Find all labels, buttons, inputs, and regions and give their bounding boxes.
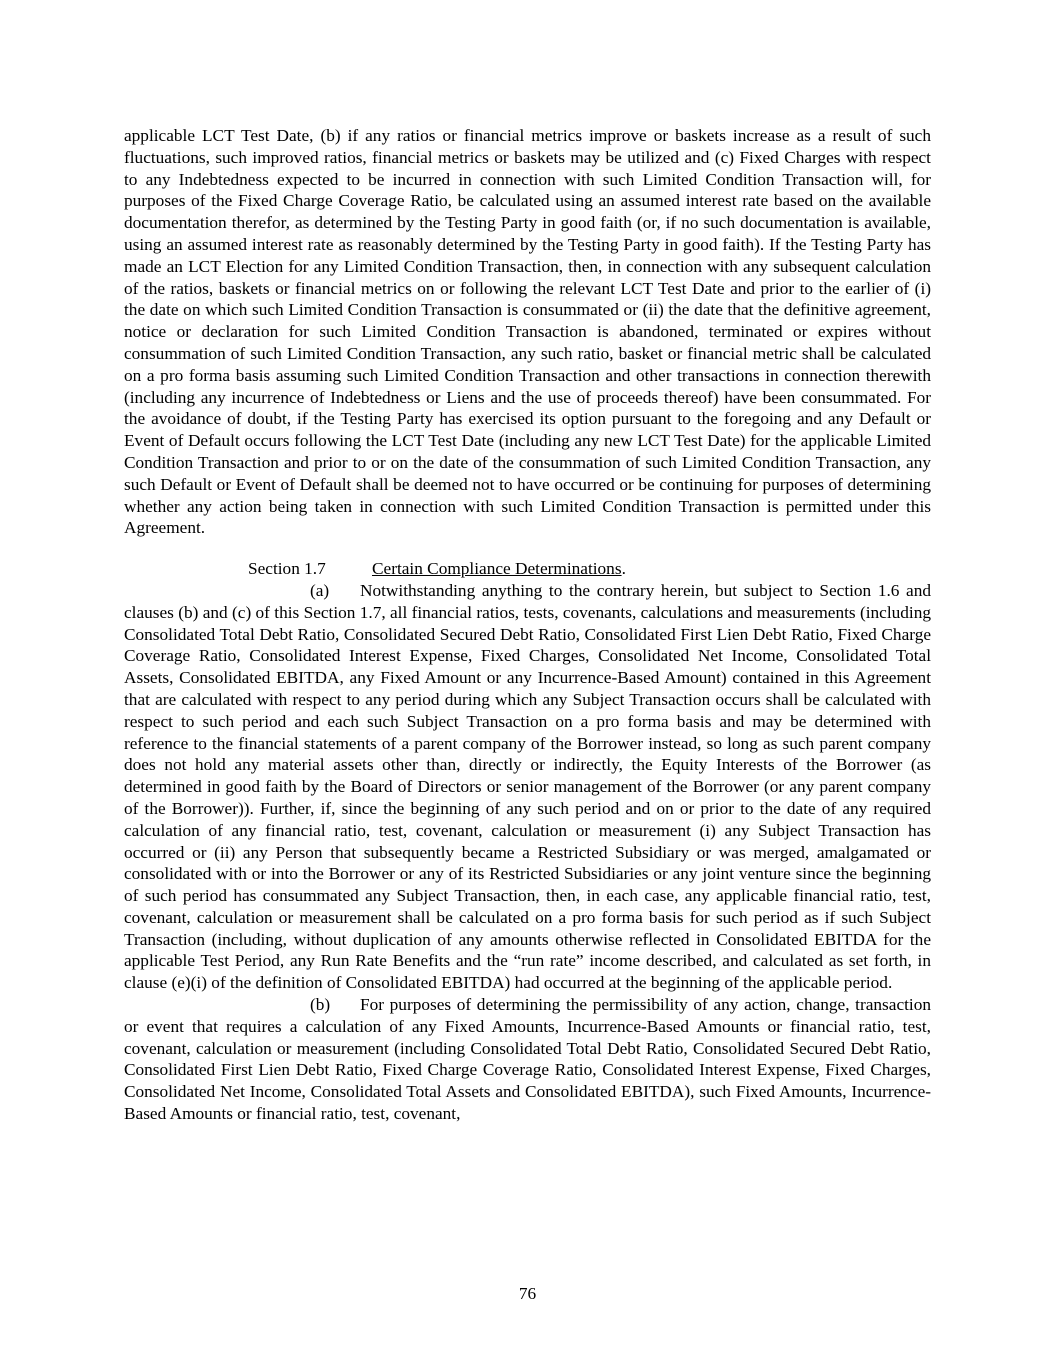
section-heading — [248, 558, 931, 580]
clause-a-paragraph — [124, 580, 931, 994]
clause-b-paragraph — [124, 994, 931, 1125]
clause-a-text: Notwithstanding anything to the contrary herein, but subject to Section 1.6 and clauses (b) and (c) of this Section 1.7, all financial ratios, tests, covenants, calculations and measurements (including Consolidated Total Debt Ratio, Consolidated Secured Debt Ratio, Consolidated First Lien Debt Ratio, Fixed Charge Coverage Ratio, Consolidated Interest Expense, Fixed Charges, Consolidated Net Income, Consolidated Total Assets, Consolidated EBITDA, any Fixed Amount or any Incurrence-Based Amount) contained in this Agreement that are calculated with respect to any period during which any Subject Transaction occurs shall be calculated with respect to such period and each such Subject Transaction on a pro forma basis and may be determined with reference to the financial statements of a parent company of the Borrower instead, so long as such parent company does not hold any material assets other than, directly or indirectly, the Equity Interests of the Borrower (as determined in good faith by the Board of Directors or senior management of the Borrower (or any parent company of the Borrower)). Further, if, since the beginning of any such period and on or prior to the date of any required calculation of any financial ratio, test, covenant, calculation or measurement (i) any Subject Transaction has occurred or (ii) any Person that subsequently became a Restricted Subsidiary or was merged, amalgamated or consolidated with or into the Borrower or any of its Restricted Subsidiaries or any joint venture since the beginning of such period has consummated any Subject Transaction, then, in each case, any applicable financial ratio, test, covenant, calculation or measurement shall be calculated on a pro forma basis for such period as if such Subject Transaction (including, without duplication of any amounts otherwise reflected in Consolidated EBITDA for the applicable Test Period, any Run Rate Benefits and the “run rate” income described, and calculated as set forth, in clause (e)(i) of the definition of Consolidated EBITDA) had occurred at the beginning of the applicable period. — [124, 580, 931, 993]
page-number: 76 — [518, 1284, 537, 1303]
continuation-paragraph: applicable LCT Test Date, (b) if any ratios or financial metrics improve or baskets increase as a result of such fluctuations, such improved ratios, financial metrics or baskets may be utilized and (c) Fixed Charges with respect to any Indebtedness expected to be incurred in connection with such Limited Condition Transaction will, for purposes of the Fixed Charge Coverage Ratio, be calculated using an assumed interest rate based on the available documentation therefor, as determined by the Testing Party in good faith (or, if no such documentation is available, using an assumed interest rate as reasonably determined by the Testing Party in good faith). If the Testing Party has made an LCT Election for any Limited Condition Transaction, then, in connection with any subsequent calculation of the ratios, baskets or financial metrics on or following the relevant LCT Test Date and prior to the earlier of (i) the date on which such Limited Condition Transaction is consummated or (ii) the date that the definitive agreement, notice or declaration for such Limited Condition Transaction is abandoned, terminated or expires without consummation of such Limited Condition Transaction, any such ratio, basket or financial metric shall be calculated on a pro forma basis assuming such Limited Condition Transaction and other transactions in connection therewith (including any incurrence of Indebtedness or Liens and the use of proceeds thereof) have been consummated. For the avoidance of doubt, if the Testing Party has exercised its option pursuant to the foregoing and any Default or Event of Default occurs following the LCT Test Date (including any new LCT Test Date) for the applicable Limited Condition Transaction and prior to or on the date of the consummation of such Limited Condition Transaction, any such Default or Event of Default shall be deemed not to have occurred or be continuing for purposes of determining whether any action being taken in connection with such Limited Condition Transaction is permitted under this Agreement. — [124, 126, 931, 538]
clause-a-label: (a) — [310, 580, 330, 600]
clause-b-label: (b) — [310, 995, 331, 1015]
document-page — [124, 125, 931, 1125]
clause-b-text: For purposes of determining the permissibility of any action, change, transaction or event that requires a calculation of any Fixed Amounts, Incurrence-Based Amounts or financial ratio, test, covenant, calculation or measurement (including Consolidated Total Debt Ratio, Consolidated Secured Debt Ratio, Consolidated First Lien Debt Ratio, Fixed Charge Coverage Ratio, Consolidated Interest Expense, Fixed Charges, Consolidated Net Income, Consolidated Total Assets and Consolidated EBITDA), such Fixed Amounts, Incurrence-Based Amounts or financial ratio, test, covenant, — [124, 995, 931, 1124]
section-title-suffix: . — [621, 559, 626, 579]
section-title: Certain Compliance Determinations — [372, 559, 622, 579]
section-number: Section 1.7 — [248, 559, 326, 579]
